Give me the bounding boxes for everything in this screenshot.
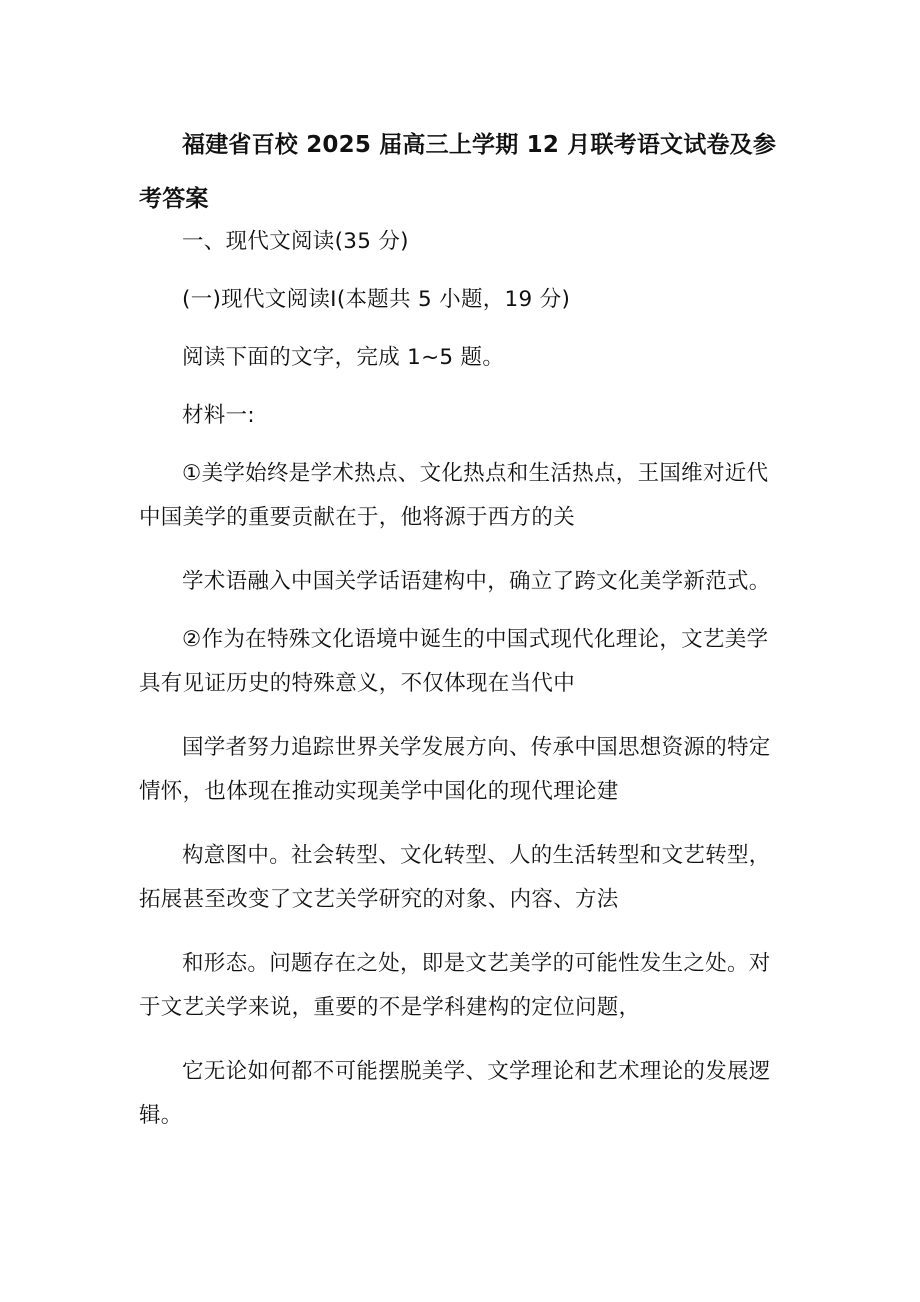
section-heading: 一、现代文阅读(35 分) xyxy=(182,229,409,254)
body-paragraph: ②作为在特殊文化语境中诞生的中国式现代化理论，文艺美学具有见证历史的特殊意义，不仅体现在当代中 xyxy=(139,627,769,696)
body-paragraph: 它无论如何都不可能摆脱美学、文学理论和艺术理论的发展逻辑。 xyxy=(139,1059,771,1128)
subsection-heading: (一)现代文阅读Ⅰ(本题共 5 小题，19 分) xyxy=(182,287,571,312)
body-paragraph: 构意图中。社会转型、文化转型、人的生活转型和文艺转型，拓展甚至改变了文艺关学研究的对象、内容、方法 xyxy=(139,843,771,912)
material-label: 材料一: xyxy=(182,403,255,428)
body-paragraph: ①美学始终是学术热点、文化热点和生活热点，王国维对近代中国美学的重要贡献在于，他将源于西方的关 xyxy=(139,461,769,530)
body-paragraph: 国学者努力追踪世界关学发展方向、传承中国思想资源的特定情怀，也体现在推动实现美学中国化的现代理论建 xyxy=(139,735,771,804)
document-title: 福建省百校 2025 届高三上学期 12 月联考语文试卷及参考答案 xyxy=(139,132,777,212)
body-paragraph: 和形态。问题存在之处，即是文艺美学的可能性发生之处。对于文艺关学来说，重要的不是学科建构的定位问题， xyxy=(139,951,771,1020)
instruction-text: 阅读下面的文字，完成 1~5 题。 xyxy=(182,345,505,370)
body-paragraph: 学术语融入中国关学话语建构中，确立了跨文化美学新范式。 xyxy=(182,569,771,594)
